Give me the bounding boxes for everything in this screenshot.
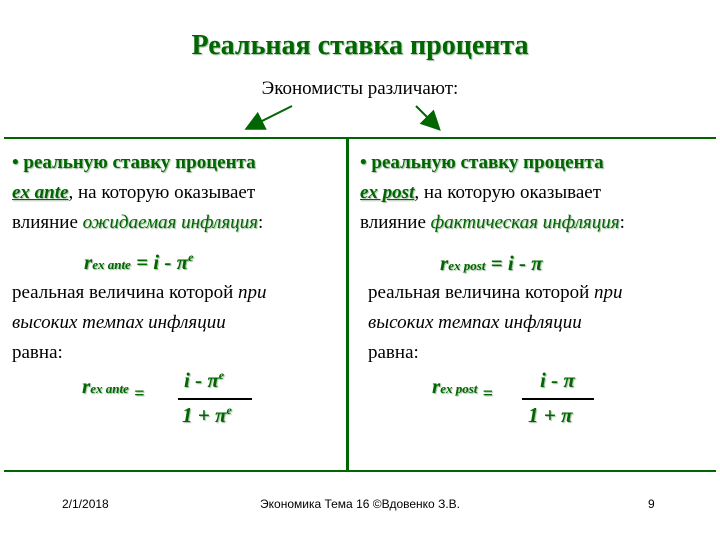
- left-desc-2: высоких темпах инфляции: [12, 312, 226, 333]
- left-frac-den-text: 1 + π: [182, 403, 227, 427]
- slide-title: Реальная ставка процента: [191, 30, 529, 61]
- right-frac-numerator: [540, 368, 575, 393]
- left-frac-denominator: [182, 403, 232, 428]
- right-line-2: [360, 178, 601, 208]
- left-frac-num-sup: e: [218, 368, 225, 382]
- right-actual-inflation: фактическая инфляция: [430, 212, 620, 233]
- left-desc1-a: реальная величина которой: [12, 282, 239, 303]
- bottom-divider: [4, 470, 716, 472]
- left-line2-rest: , на которую оказывает: [68, 182, 256, 203]
- right-fraction-bar: [522, 398, 594, 400]
- left-bullet-heading: • реальную ставку процента: [12, 152, 256, 173]
- left-formula: [84, 242, 193, 280]
- right-frac-r: r: [432, 374, 441, 398]
- right-formula: [440, 248, 543, 281]
- left-expected-inflation: ожидаемая инфляция: [82, 212, 259, 233]
- left-frac-den-sup: e: [226, 403, 232, 417]
- right-bullet-heading: • реальную ставку процента: [360, 152, 604, 173]
- right-frac-sub: ex post: [440, 381, 478, 396]
- left-formula-rest: = i - π: [130, 250, 189, 274]
- left-line3-suffix: :: [258, 212, 264, 233]
- left-desc-1: [12, 278, 267, 308]
- slide-subtitle: Экономисты различают:: [261, 78, 459, 99]
- center-divider: [346, 137, 349, 472]
- right-fraction-lhs: [432, 374, 493, 403]
- left-line-2: [12, 178, 255, 208]
- right-desc1-a: реальная величина которой: [368, 282, 595, 303]
- left-desc-3: равна:: [12, 342, 63, 363]
- left-formula-r: r: [84, 250, 93, 274]
- left-fraction-lhs: [82, 374, 145, 403]
- right-line-3: [360, 208, 625, 238]
- footer-center: Экономика Тема 16 ©Вдовенко З.В.: [260, 497, 460, 511]
- left-fraction-bar: [178, 398, 252, 400]
- footer-page-number: 9: [648, 497, 655, 511]
- right-formula-sub: ex post: [448, 258, 486, 273]
- right-frac-num-text: i - π: [540, 368, 575, 392]
- right-frac-eq: =: [482, 383, 493, 403]
- right-formula-rest: = i - π: [485, 251, 543, 275]
- left-formula-sup: e: [188, 250, 194, 264]
- left-frac-sub: ex ante: [90, 381, 129, 396]
- left-line3-prefix: влияние: [12, 212, 83, 233]
- right-desc1-b: при: [594, 282, 623, 303]
- top-divider: [4, 137, 716, 139]
- footer-date: 2/1/2018: [62, 497, 109, 511]
- right-arrow: [416, 106, 438, 128]
- right-formula-r: r: [440, 251, 449, 275]
- arrows: [0, 0, 720, 140]
- right-desc-3: равна:: [368, 342, 419, 363]
- left-frac-numerator: [184, 368, 224, 393]
- right-frac-denominator: [528, 403, 572, 428]
- right-desc-1: [368, 278, 623, 308]
- left-term: ex ante: [12, 182, 69, 203]
- right-term: ex post: [360, 182, 415, 203]
- left-formula-sub: ex ante: [92, 257, 131, 272]
- left-desc1-b: при: [238, 282, 267, 303]
- left-line-3: [12, 208, 263, 238]
- left-frac-eq: =: [134, 383, 145, 403]
- right-line3-prefix: влияние: [360, 212, 431, 233]
- right-desc-2: высоких темпах инфляции: [368, 312, 582, 333]
- left-arrow: [248, 106, 292, 128]
- right-frac-den-text: 1 + π: [528, 403, 573, 427]
- right-line2-rest: , на которую оказывает: [414, 182, 602, 203]
- left-frac-num-text: i - π: [184, 368, 219, 392]
- left-frac-r: r: [82, 374, 91, 398]
- right-line3-suffix: :: [619, 212, 625, 233]
